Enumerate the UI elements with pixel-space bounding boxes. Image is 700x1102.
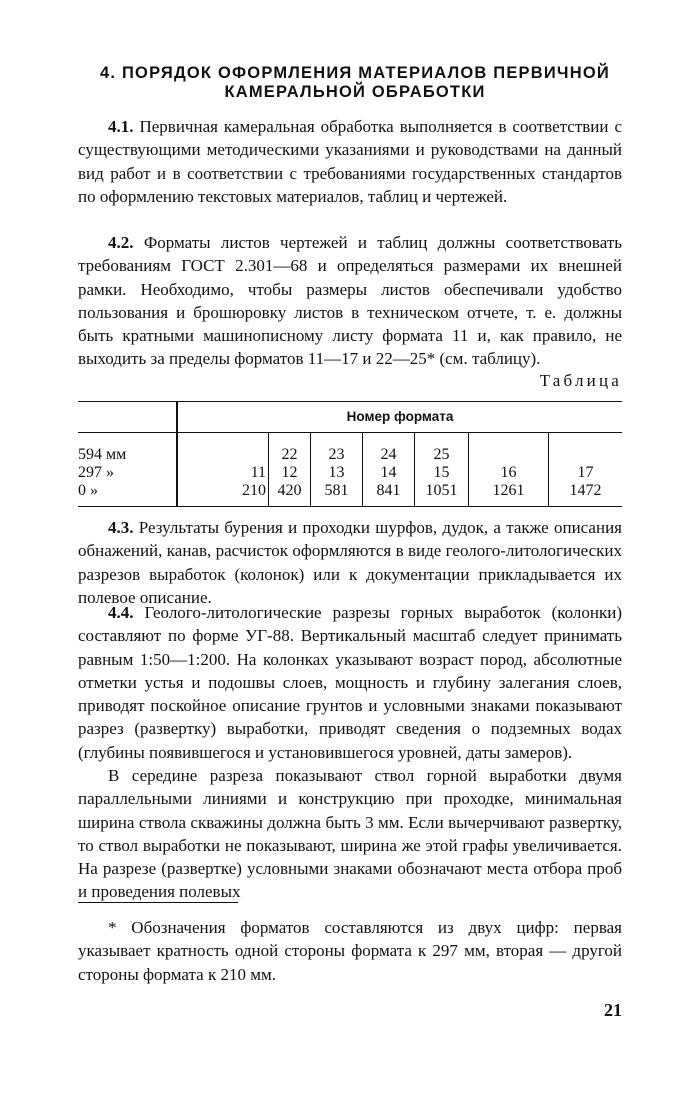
paragraph-text: Результаты бурения и проходки шурфов, дудок, а также описания обнажений, канав, расчисток оформляются в виде геолого-литологических разрезов выработок (колонок) или к документации прикладывается их полевое описание. [78,518,622,607]
table-cell: 16 [500,464,517,481]
table-cell: 1051 [425,482,458,499]
table-cell: 15 [433,464,450,481]
paragraph-4-3 [78,516,622,609]
table-cell: 1472 [569,482,602,499]
table-cell: 11 [250,464,266,481]
table-header: Номер формата [346,409,454,424]
paragraph-text: Первичная камеральная обработка выполняется в соответствии с существующими методическими указаниями и руководствами на данный вид работ и в соответствии с требованиями государственных стандартов по оформлению текстовых материалов, таблиц и чертежей. [78,117,623,206]
paragraph-text: Форматы листов чертежей и таблиц должны соответствовать требованиям ГОСТ 2.301—68 и определяться размерами их внешней рамки. Необходимо, чтобы размеры листов обеспечивали удобство пользования и брошюровку листов в техническом отчете, т. е. должны быть кратными машинописному листу формата 11 и, как правило, не выходить за пределы форматов 11—17 и 22—25* (см. таблицу). [78,233,622,369]
paragraph-4-2 [78,231,622,371]
footnote-rule [78,902,238,903]
section-heading-line-1: 4. ПОРЯДОК ОФОРМЛЕНИЯ МАТЕРИАЛОВ ПЕРВИЧНОЙ [100,64,610,82]
section-heading-line-2: КАМЕРАЛЬНОЙ ОБРАБОТКИ [224,83,486,101]
paragraph-text: Геолого-литологические разрезы горных выработок (колонки) составляют по форме УГ-88. Вертикальный масштаб следует принимать равным 1:50—1:200. На колонках указывают возраст пород, абсолютные отметки устья и подошвы слоев, мощность и глубину залегания слоев, приводят поскойное описание грунтов и условными знаками показывают разрез (развертку) выработки, приводят сведения о подземных водах (глубины появившегося и установившегося уровней, даты замеров). [78,603,622,762]
table-cell: 23 [328,446,345,463]
paragraph-4-4 [78,601,622,764]
table-cell: 210 [242,482,266,499]
table-cell: 24 [380,446,397,463]
paragraph-number: 4.3. [108,518,134,537]
page-number: 21 [604,1000,622,1020]
table-cell: 14 [380,464,397,481]
table-top-rule [78,401,622,402]
paragraph-continued [78,764,622,904]
table-cell: 17 [577,464,594,481]
paragraph-number: 4.2. [108,233,134,252]
table-cell: 25 [433,446,450,463]
paragraph-number: 4.1. [108,117,134,136]
section-heading [70,64,640,102]
table-cell: 12 [281,464,298,481]
table-bottom-rule [78,506,622,507]
table-cell: 22 [281,446,298,463]
table-header-rule [78,432,622,433]
table-cell: 1261 [492,482,525,499]
paragraph-number: 4.4. [108,603,134,622]
row-label: 297 » [78,464,114,481]
table-label: Таблица [539,371,622,390]
row-label: 594 мм [78,446,127,463]
paragraph-text: В середине разреза показывают ствол горной выработки двумя параллельными линиями и конструкцию при проходке, минимальная ширина ствола скважины должна быть 3 мм. Если вычерчивают развертку, то ствол выработки не показывают, ширина же этой графы увеличивается. На разрезе (развертке) условными знаками обозначают места отбора проб и проведения полевых [78,766,622,902]
paragraph-4-1 [78,115,622,208]
footnote-text: * Обозначения форматов составляются из двух цифр: первая указывает кратность одной стороны формата к 297 мм, вторая — другой стороны формата к 210 мм. [78,918,622,984]
row-label: 0 » [78,482,98,499]
table-cell: 841 [376,482,401,499]
table-cell: 581 [324,482,349,499]
format-table [78,401,622,507]
table-cell: 420 [277,482,302,499]
footnote [78,916,622,986]
table-cell: 13 [328,464,345,481]
